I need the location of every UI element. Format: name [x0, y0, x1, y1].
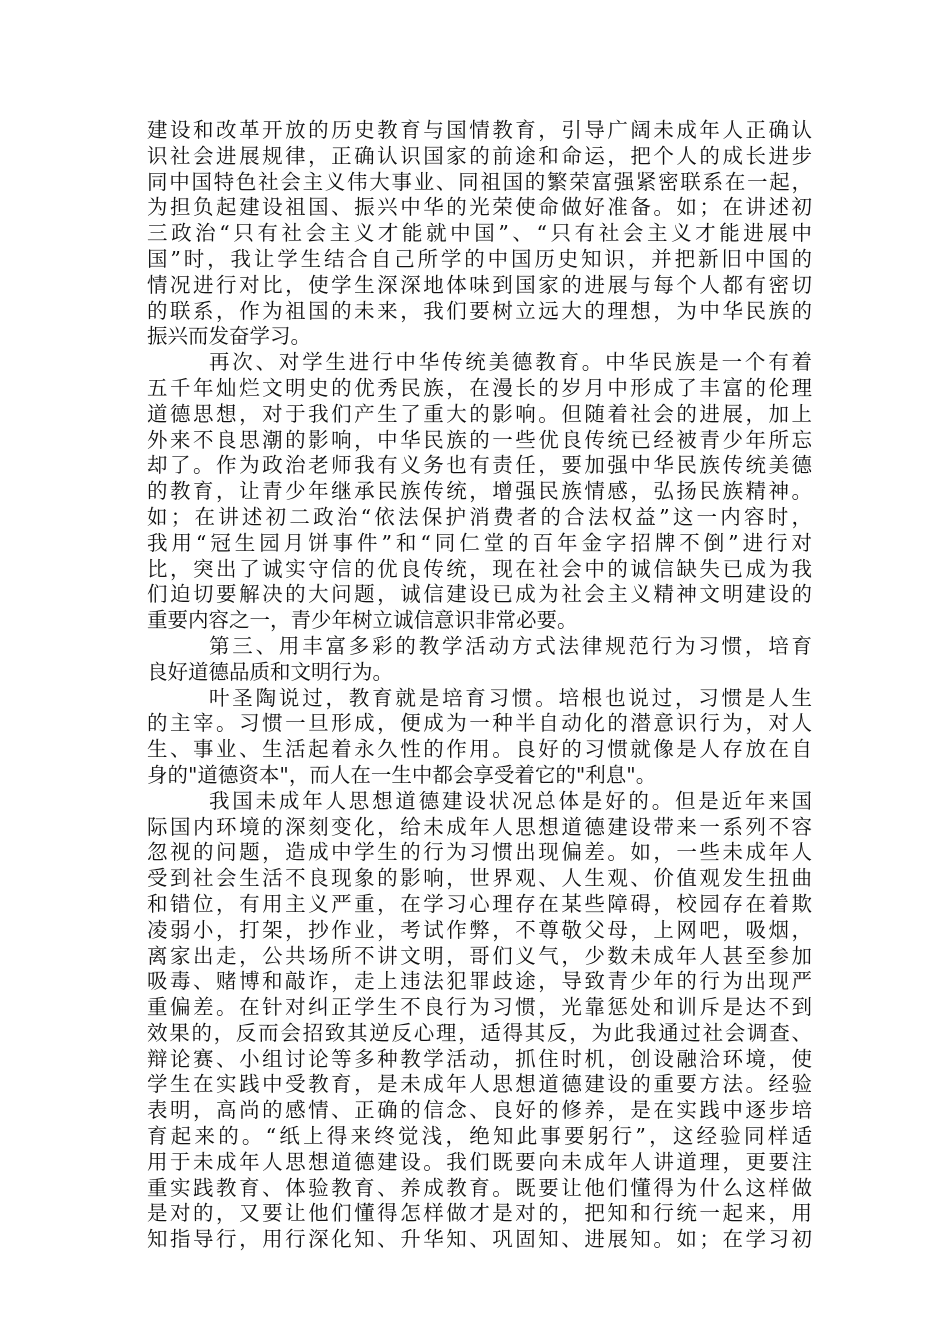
text-line: 却了。作为政治老师我有义务也有责任，要加强中华民族传统美德 [147, 453, 812, 478]
text-line: 学生在实践中受教育，是未成年人思想道德建设的重要方法。经验 [147, 1072, 812, 1097]
paragraph-last-line: 重要内容之一，青少年树立诚信意识非常必要。 [147, 608, 578, 633]
paragraph-last-line: 振兴而发奋学习。 [147, 324, 311, 349]
text-line: 吸毒、赌博和敲诈，走上违法犯罪歧途，导致青少年的行为出现严 [147, 969, 812, 994]
text-line: 凌弱小，打架，抄作业，考试作弊，不尊敬父母，上网吧，吸烟， [147, 917, 812, 942]
section-heading-line: 良好道德品质和文明行为。 [147, 659, 393, 684]
text-line: 道德思想，对于我们产生了重大的影响。但随着社会的进展，加上 [147, 401, 812, 426]
text-line: 五千年灿烂文明史的优秀民族，在漫长的岁月中形成了丰富的伦理 [147, 375, 812, 400]
text-line: 为担负起建设祖国、振兴中华的光荣使命做好准备。如；在讲述初 [147, 195, 812, 220]
paragraph-first-line: 叶圣陶说过，教育就是培育习惯。培根也说过，习惯是人生 [209, 685, 812, 710]
text-line: 如；在讲述初二政治“依法保护消费者的合法权益”这一内容时， [147, 504, 812, 529]
text-line: 我用“冠生园月饼事件”和“同仁堂的百年金字招牌不倒”进行对 [147, 530, 812, 555]
text-line: 受到社会生活不良现象的影响，世界观、人生观、价值观发生扭曲 [147, 866, 812, 891]
text-line: 比，突出了诚实守信的优良传统，现在社会中的诚信缺失已成为我 [147, 556, 812, 581]
text-line: 生、事业、生活起着永久性的作用。良好的习惯就像是人存放在自 [147, 737, 812, 762]
text-line: 情况进行对比，使学生深深地体味到国家的进展与每个人都有密切 [147, 272, 812, 297]
text-line: 表明，高尚的感情、正确的信念、良好的修养，是在实践中逐步培 [147, 1098, 812, 1123]
document-body [147, 118, 812, 1253]
text-line: 育起来的。“纸上得来终觉浅，绝知此事要躬行”，这经验同样适 [147, 1124, 812, 1149]
paragraph-last-line: 身的"道德资本"，而人在一生中都会享受着它的"利息"。 [147, 762, 657, 787]
text-line: 辩论赛、小组讨论等多种教学活动，抓住时机，创设融洽环境，使 [147, 1046, 812, 1071]
text-line: 识社会进展规律，正确认识国家的前途和命运，把个人的成长进步 [147, 143, 812, 168]
paragraph-first-line: 我国未成年人思想道德建设状况总体是好的。但是近年来国 [209, 788, 812, 813]
text-line: 的教育，让青少年继承民族传统，增强民族情感，弘扬民族精神。 [147, 479, 812, 504]
text-line: 知指导行，用行深化知、升华知、巩固知、进展知。如；在学习初 [147, 1227, 812, 1252]
text-line: 重实践教育、体验教育、养成教育。既要让他们懂得为什么这样做 [147, 1175, 812, 1200]
paragraph-first-line: 再次、对学生进行中华传统美德教育。中华民族是一个有着 [209, 350, 812, 375]
text-line: 三政治“只有社会主义才能就中国”、“只有社会主义才能进展中 [147, 221, 812, 246]
text-line: 的主宰。习惯一旦形成，便成为一种半自动化的潜意识行为，对人 [147, 711, 812, 736]
text-line: 忽视的问题，造成中学生的行为习惯出现偏差。如，一些未成年人 [147, 840, 812, 865]
text-line: 效果的，反而会招致其逆反心理，适得其反，为此我通过社会调查、 [147, 1020, 812, 1045]
text-line: 是对的，又要让他们懂得怎样做才是对的，把知和行统一起来，用 [147, 1201, 812, 1226]
text-line: 的联系，作为祖国的未来，我们要树立远大的理想，为中华民族的 [147, 298, 812, 323]
text-line: 们迫切要解决的大问题，诚信建设已成为社会主义精神文明建设的 [147, 582, 812, 607]
text-line: 和错位，有用主义严重，在学习心理存在某些障碍，校园存在着欺 [147, 891, 812, 916]
text-line: 重偏差。在针对纠正学生不良行为习惯，光靠惩处和训斥是达不到 [147, 995, 812, 1020]
text-line: 同中国特色社会主义伟大事业、同祖国的繁荣富强紧密联系在一起， [147, 169, 812, 194]
section-heading-line: 第三、用丰富多彩的教学活动方式法律规范行为习惯，培育 [209, 633, 812, 658]
text-line: 际国内环境的深刻变化，给未成年人思想道德建设带来一系列不容 [147, 814, 812, 839]
text-line: 建设和改革开放的历史教育与国情教育，引导广阔未成年人正确认 [147, 118, 812, 142]
text-line: 离家出走，公共场所不讲文明，哥们义气，少数未成年人甚至参加 [147, 943, 812, 968]
text-line: 用于未成年人思想道德建设。我们既要向未成年人讲道理，更要注 [147, 1149, 812, 1174]
text-line: 外来不良思潮的影响，中华民族的一些优良传统已经被青少年所忘 [147, 427, 812, 452]
text-line: 国”时，我让学生结合自己所学的中国历史知识，并把新旧中国的 [147, 246, 812, 271]
